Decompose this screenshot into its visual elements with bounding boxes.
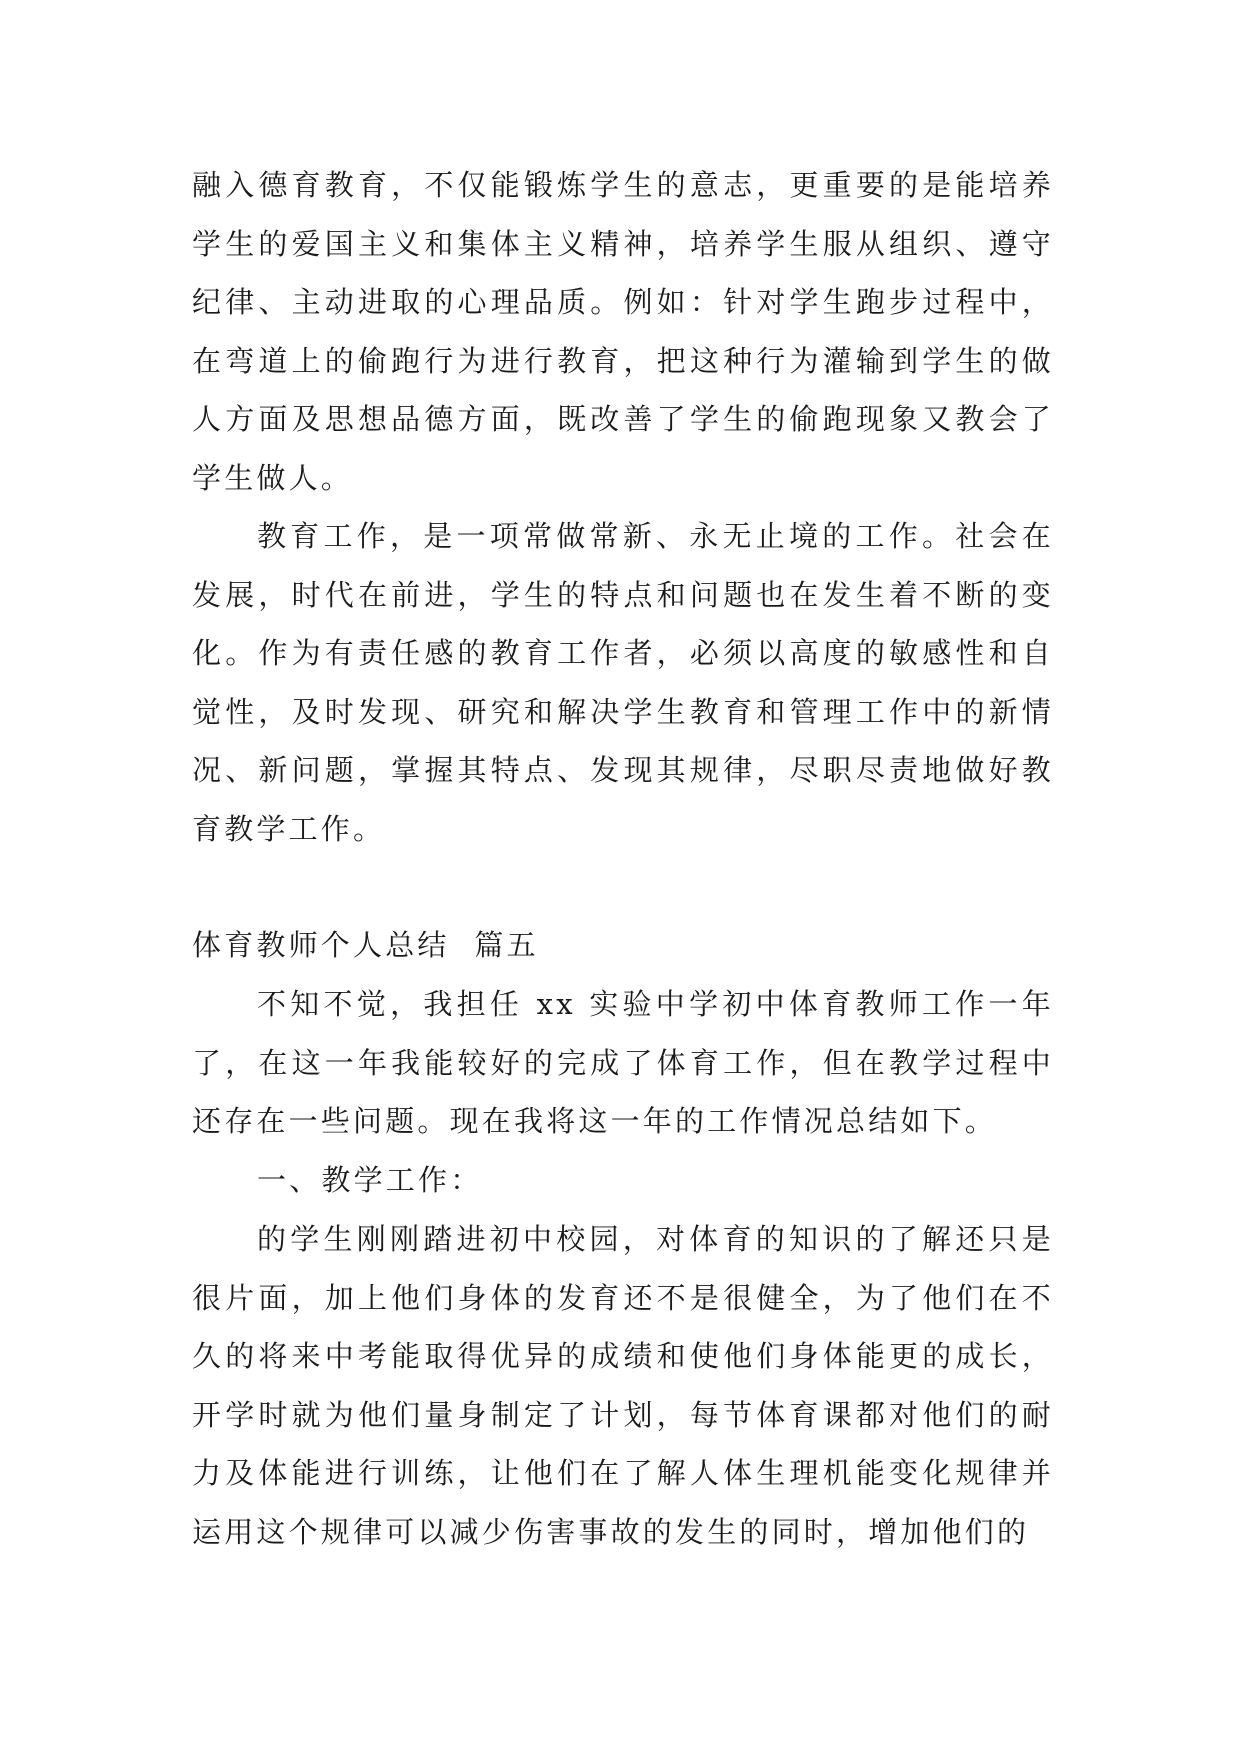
- paragraph-education-work: 教育工作，是一项常做常新、永无止境的工作。社会在发展，时代在前进，学生的特点和问题也在发生着不断的变化。作为有责任感的教育工作者，必须以高度的敏感性和自觉性，及时发现、研究和解决学生教育和管理工作中的新情况、新问题，掌握其特点、发现其规律，尽职尽责地做好教育教学工作。: [192, 519, 1054, 846]
- paragraph-intro: 不知不觉，我担任 xx 实验中学初中体育教师工作一年了，在这一年我能较好的完成了体育工作，但在教学过程中还存在一些问题。现在我将这一年的工作情况总结如下。: [192, 987, 1054, 1138]
- paragraph-moral-education: 融入德育教育，不仅能锻炼学生的意志，更重要的是能培养学生的爱国主义和集体主义精神，培养学生服从组织、遵守纪律、主动进取的心理品质。例如：针对学生跑步过程中，在弯道上的偷跑行为进行教育，把这种行为灌输到学生的做人方面及思想品德方面，既改善了学生的偷跑现象又教会了学生做人。: [192, 168, 1054, 495]
- paragraph-teaching-work: 的学生刚刚踏进初中校园，对体育的知识的了解还只是很片面，加上他们身体的发育还不是很健全，为了他们在不久的将来中考能取得优异的成绩和使他们身体能更的成长，开学时就为他们量身制定了计划，每节体育课都对他们的耐力及体能进行训练，让他们在了解人体生理机能变化规律并运用这个规律可以减少伤害事故的发生的同时，增加他们的: [192, 1222, 1054, 1549]
- section-heading: 体育教师个人总结 篇五: [192, 928, 539, 962]
- subheading-teaching-work: 一、教学工作：: [257, 1163, 483, 1197]
